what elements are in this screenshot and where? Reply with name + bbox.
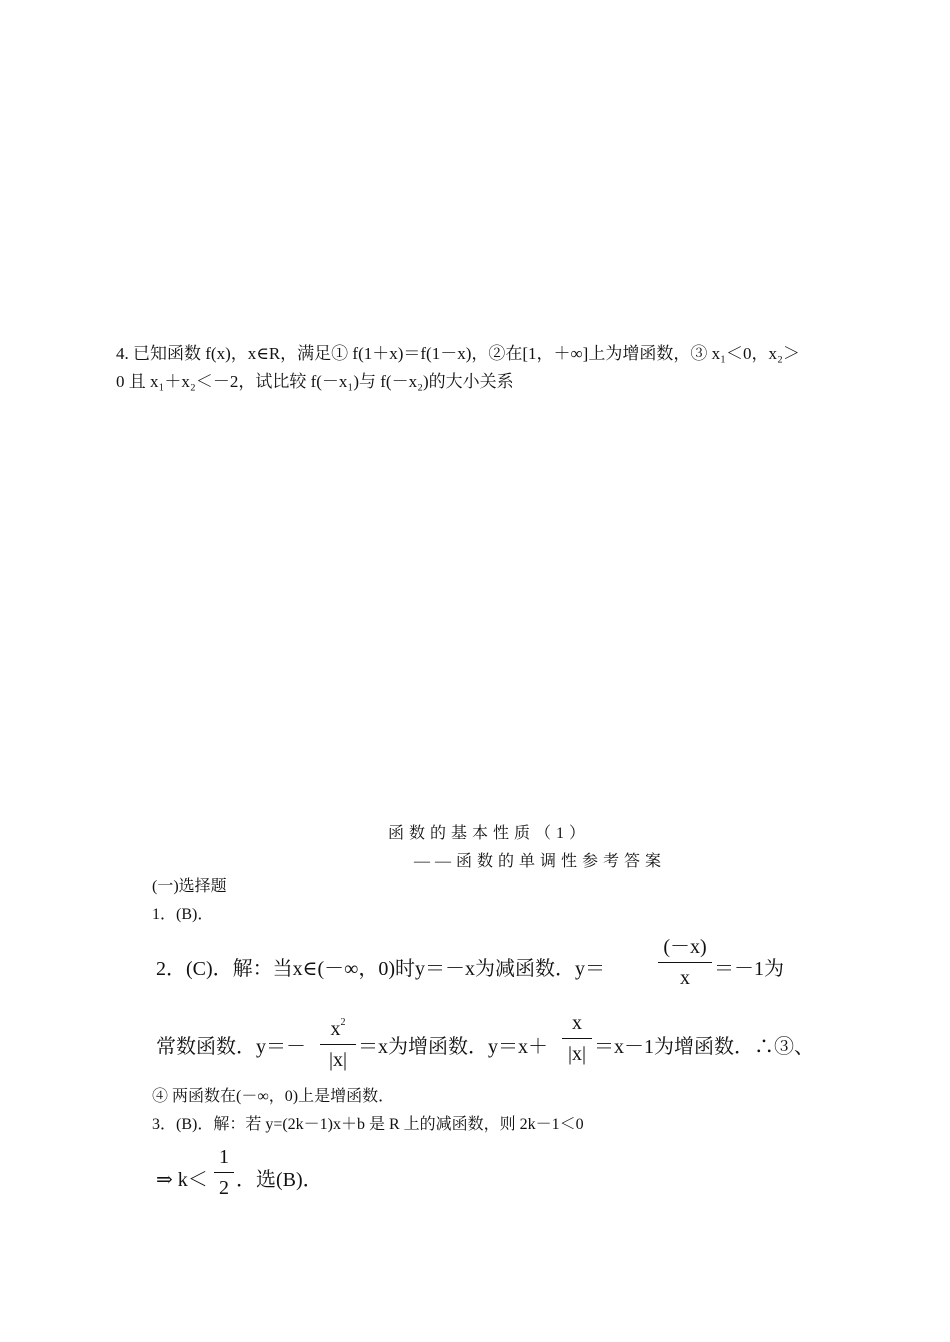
answer-title: 函数的基本性质（1） — [388, 825, 591, 842]
fraction-numerator — [320, 1010, 356, 1042]
answer-2c: ④ 两函数在(－∞，0)上是增函数． — [152, 1088, 395, 1105]
answer-2b-text: 常数函数．y＝－ — [156, 1036, 306, 1058]
problem-4-line-1: 4. 已知函数 f(x)，x∈R，满足① f(1＋x)＝f(1－x)，②在[1，＋∞]上为增函数，③ x₁＜0，x₂＞ — [116, 344, 800, 363]
answer-subtitle: ——函数的单调性参考答案 — [414, 853, 667, 870]
answer-3: 3．(B)．解：若 y=(2k－1)x＋b 是 R 上的减函数，则 2k－1＜0 — [152, 1116, 584, 1133]
fraction-bar — [320, 1044, 356, 1045]
problem-4-line-2: 0 且 x₁＋x₂＜－2，试比较 f(－x₁)与 f(－x₂)的大小关系 — [116, 372, 514, 391]
fraction-neg-x-over-x — [658, 934, 712, 991]
fraction-bar — [658, 962, 712, 963]
answer-1: 1．(B)． — [152, 906, 214, 923]
numerator-exponent: 2 — [340, 1017, 346, 1028]
fraction-numerator: 1 — [219, 1146, 229, 1168]
answer-2-text: 2．(C)．解：当x∈(－∞，0)时y＝－x为减函数．y＝ — [156, 958, 606, 980]
numerator-base: x — [330, 1018, 341, 1040]
fraction-bar — [562, 1038, 592, 1039]
fraction-numerator: (－x) — [663, 936, 707, 958]
fraction-denominator: |x| — [567, 1043, 586, 1065]
fraction-x-over-abs-x — [562, 1010, 592, 1067]
fraction-one-half — [214, 1144, 234, 1201]
section-heading: (一)选择题 — [152, 878, 227, 895]
answer-3b-text-end: ．选(B)． — [236, 1169, 323, 1191]
fraction-denominator: |x| — [328, 1049, 347, 1071]
fraction-denominator: 2 — [219, 1177, 229, 1199]
answer-3b-text: ⇒ k＜ — [156, 1169, 208, 1191]
answer-2b-text-mid: ＝x为增函数．y＝x＋ — [358, 1036, 548, 1058]
fraction-denominator: x — [680, 967, 690, 989]
answer-2b-text-end: ＝x－1为增函数．∴③、 — [594, 1036, 814, 1058]
fraction-bar — [214, 1172, 234, 1173]
fraction-x-squared-over-abs-x — [320, 1010, 356, 1073]
fraction-numerator: x — [572, 1012, 582, 1034]
answer-2-text-end: ＝－1为 — [714, 958, 784, 980]
